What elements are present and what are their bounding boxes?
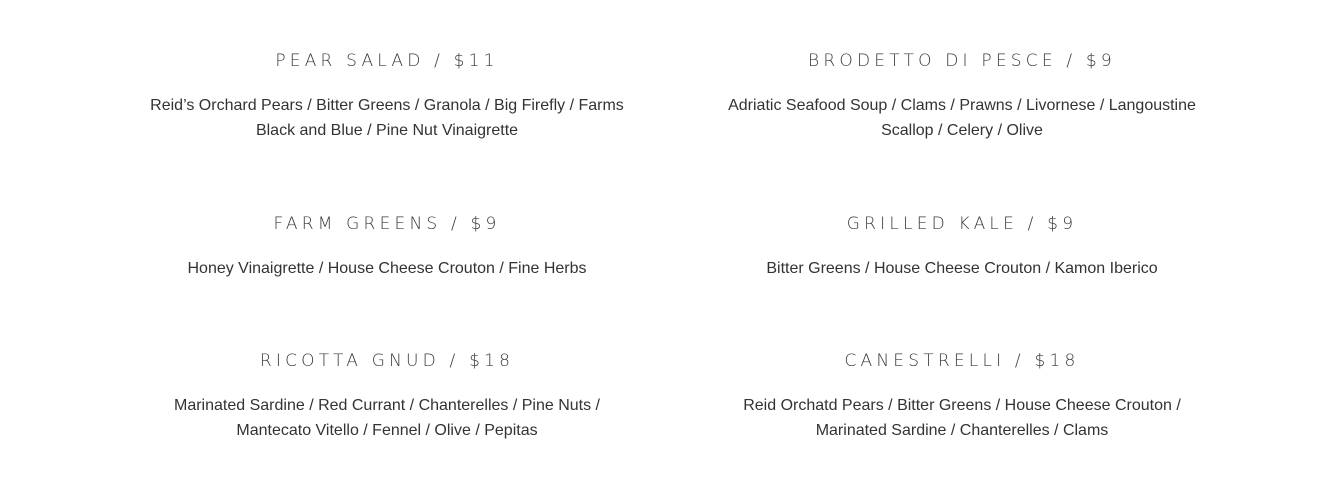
menu-item-description [707, 393, 1217, 443]
menu-item-grilled-kale [707, 213, 1217, 281]
menu-item-title: CANESTRELLI / $18 [844, 351, 1080, 371]
menu-item-title: BRODETTO DI PESCE / $9 [808, 51, 1116, 71]
menu-item-description [707, 256, 1217, 281]
menu-item-title: PEAR SALAD / $11 [275, 51, 499, 71]
description-line: Bitter Greens / House Cheese Crouton / Kamon Iberico [766, 260, 1158, 277]
menu-item-description [132, 393, 642, 443]
menu-item-brodetto-di-pesce [707, 50, 1217, 143]
description-line: Adriatic Seafood Soup / Clams / Prawns / Livornese / Langoustine [728, 97, 1196, 114]
description-line: Mantecato Vitello / Fennel / Olive / Pepitas [236, 422, 538, 439]
menu-item-pear-salad [132, 50, 642, 143]
description-line: Reid’s Orchard Pears / Bitter Greens / Granola / Big Firefly / Farms [150, 97, 624, 114]
menu-item-description [707, 93, 1217, 143]
menu-item-description [132, 256, 642, 281]
menu-item-ricotta-gnud [132, 350, 642, 443]
description-line: Scallop / Celery / Olive [881, 122, 1043, 139]
menu-item-farm-greens [132, 213, 642, 281]
description-line: Marinated Sardine / Chanterelles / Clams [815, 422, 1109, 439]
menu-item-canestrelli [707, 350, 1217, 443]
description-line: Marinated Sardine / Red Currant / Chanterelles / Pine Nuts / [174, 397, 600, 414]
description-line: Reid Orchatd Pears / Bitter Greens / House Cheese Crouton / [743, 397, 1181, 414]
description-line: Black and Blue / Pine Nut Vinaigrette [255, 122, 519, 139]
menu-item-title: RICOTTA GNUD / $18 [259, 351, 515, 371]
menu-item-description [132, 93, 642, 143]
description-line: Honey Vinaigrette / House Cheese Crouton / Fine Herbs [187, 260, 587, 277]
menu-item-title: FARM GREENS / $9 [273, 214, 501, 234]
menu-item-title: GRILLED KALE / $9 [846, 214, 1078, 234]
